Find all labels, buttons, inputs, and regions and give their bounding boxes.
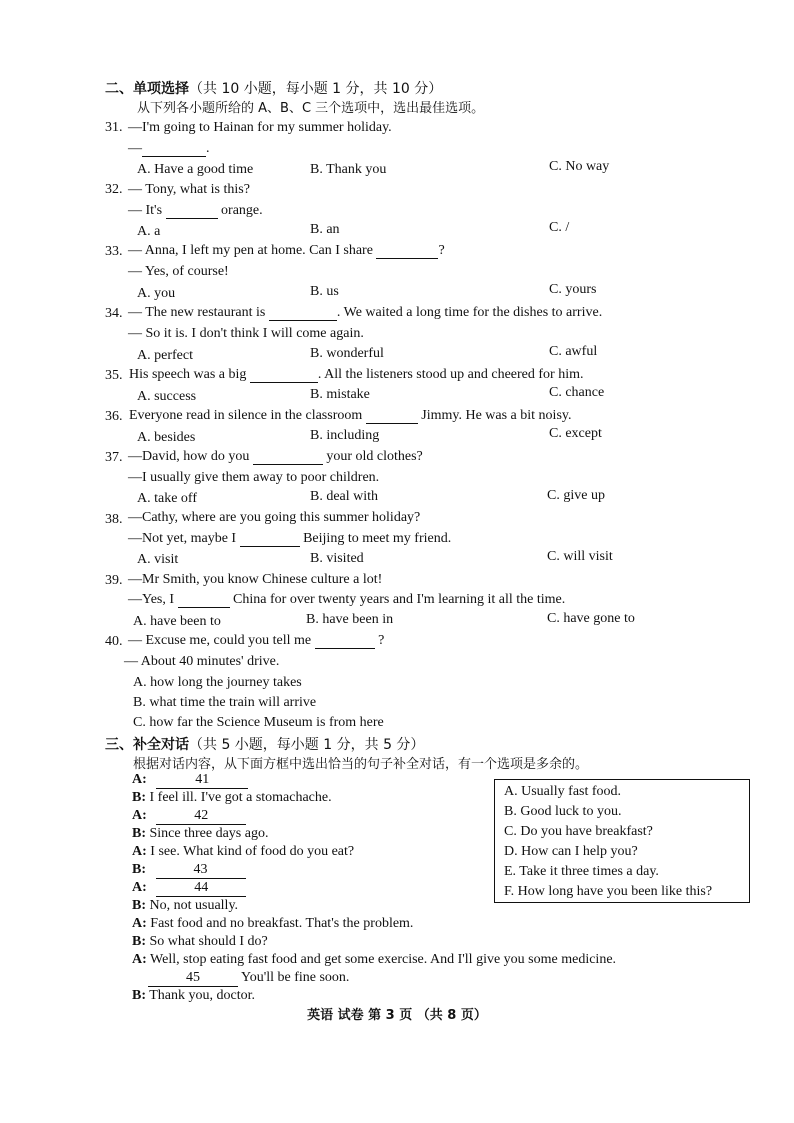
q37-line2: —I usually give them away to poor children. bbox=[128, 470, 380, 485]
speaker: B: bbox=[132, 934, 146, 949]
q38-line1: —Cathy, where are you going this summer holiday? bbox=[128, 510, 421, 525]
section2-scoring: （共 10 小题，每小题 1 分，共 10 分） bbox=[189, 81, 443, 97]
box-option-b: B. Good luck to you. bbox=[504, 804, 622, 819]
q33-option-b: B. us bbox=[310, 284, 339, 299]
q40-line2: — About 40 minutes' drive. bbox=[124, 654, 280, 669]
q31-line2: — . bbox=[128, 141, 210, 156]
box-option-c: C. Do you have breakfast? bbox=[504, 824, 653, 839]
q37-number: 37. bbox=[105, 450, 123, 465]
box-option-a: A. Usually fast food. bbox=[504, 784, 622, 799]
box-option-e: E. Take it three times a day. bbox=[504, 864, 659, 879]
q34-line1 bbox=[128, 305, 602, 321]
q32-number: 32. bbox=[105, 182, 123, 197]
q40-option-a: A. how long the journey takes bbox=[133, 675, 302, 690]
gap-42: 42 bbox=[156, 808, 246, 825]
dialog-line-4 bbox=[132, 826, 268, 842]
speaker: A: bbox=[132, 808, 147, 823]
q40-option-b: B. what time the train will arrive bbox=[133, 695, 317, 710]
q33-line1 bbox=[128, 243, 445, 259]
q34-line1-end: . We waited a long time for the dishes to arrive. bbox=[336, 305, 603, 320]
dialog-text: You'll be fine soon. bbox=[240, 970, 350, 985]
q32-blank bbox=[166, 204, 218, 219]
q38-line2-end: Beijing to meet my friend. bbox=[303, 531, 452, 546]
q31-number: 31. bbox=[105, 120, 123, 135]
q39-line1: —Mr Smith, you know Chinese culture a lot! bbox=[128, 572, 383, 587]
q39-number: 39. bbox=[105, 573, 123, 588]
q40-number: 40. bbox=[105, 634, 123, 649]
q35-blank bbox=[250, 368, 318, 383]
q34-option-a: A. perfect bbox=[137, 348, 193, 363]
q35-line1-start: His speech was a big bbox=[129, 367, 247, 382]
q33-option-c: C. yours bbox=[549, 282, 597, 297]
q35-line1-end: . All the listeners stood up and cheered for him. bbox=[317, 367, 584, 382]
q34-number: 34. bbox=[105, 306, 123, 321]
speaker: B: bbox=[132, 862, 146, 877]
q33-line1-start: — Anna, I left my pen at home. Can I share bbox=[128, 243, 373, 258]
section3-title bbox=[105, 734, 424, 754]
q38-option-c: C. will visit bbox=[547, 549, 613, 564]
dialog-text: I see. What kind of food do you eat? bbox=[150, 844, 355, 859]
q38-number: 38. bbox=[105, 512, 123, 527]
box-option-d: D. How can I help you? bbox=[504, 844, 638, 859]
q31-option-a: A. Have a good time bbox=[137, 162, 254, 177]
q40-line1-end: ? bbox=[378, 633, 385, 648]
dialog-text: So what should I do? bbox=[149, 934, 268, 949]
speaker: A: bbox=[132, 880, 147, 895]
section3-instruction: 根据对话内容，从下面方框中选出恰当的句子补全对话，有一个选项是多余的。 bbox=[133, 757, 589, 772]
gap-41: 41 bbox=[156, 772, 248, 789]
q39-option-a: A. have been to bbox=[133, 614, 221, 629]
dialog-text: Since three days ago. bbox=[149, 826, 269, 841]
dialog-line-9 bbox=[132, 916, 413, 932]
q32-option-b: B. an bbox=[310, 222, 340, 237]
q32-line1: — Tony, what is this? bbox=[128, 182, 250, 197]
gap-43: 43 bbox=[156, 862, 246, 879]
q40-line1 bbox=[128, 633, 384, 649]
dialog-line-5 bbox=[132, 844, 354, 860]
q31-blank bbox=[142, 142, 206, 157]
dialog-line-44 bbox=[132, 880, 246, 897]
q33-line2: — Yes, of course! bbox=[128, 264, 229, 279]
q32-option-c: C. / bbox=[549, 220, 570, 235]
section2-instruction: 从下列各小题所给的 A、B、C 三个选项中，选出最佳选项。 bbox=[137, 101, 485, 116]
q31-option-b: B. Thank you bbox=[310, 162, 387, 177]
q36-blank bbox=[366, 409, 418, 424]
q35-line1 bbox=[129, 367, 583, 383]
speaker: A: bbox=[132, 952, 147, 967]
q33-number: 33. bbox=[105, 244, 123, 259]
dialog-text: I feel ill. I've got a stomachache. bbox=[149, 790, 332, 805]
dialog-line-13 bbox=[132, 988, 255, 1004]
q35-option-c: C. chance bbox=[549, 385, 605, 400]
q38-option-b: B. visited bbox=[310, 551, 364, 566]
speaker: B: bbox=[132, 988, 146, 1003]
section3-scoring: （共 5 小题，每小题 1 分，共 5 分） bbox=[189, 737, 425, 753]
q33-line1-end: ? bbox=[438, 243, 445, 258]
q38-line2 bbox=[128, 531, 451, 547]
q39-option-b: B. have been in bbox=[306, 612, 394, 627]
speaker: B: bbox=[132, 898, 146, 913]
q37-line1-end: your old clothes? bbox=[326, 449, 423, 464]
q33-option-a: A. you bbox=[137, 286, 176, 301]
q33-blank bbox=[376, 244, 438, 259]
dialog-line-41 bbox=[132, 772, 248, 789]
section3-heading: 三、补全对话 bbox=[105, 737, 189, 753]
q36-option-b: B. including bbox=[310, 428, 380, 443]
q36-line1 bbox=[129, 408, 571, 424]
dialog-text: No, not usually. bbox=[149, 898, 239, 913]
dialog-text: Fast food and no breakfast. That's the problem. bbox=[150, 916, 414, 931]
q35-option-b: B. mistake bbox=[310, 387, 370, 402]
q31-dash: — bbox=[128, 141, 142, 156]
q36-line1-start: Everyone read in silence in the classroom bbox=[129, 408, 363, 423]
q37-option-c: C. give up bbox=[547, 488, 605, 503]
q34-line2: — So it is. I don't think I will come again. bbox=[128, 326, 364, 341]
q38-option-a: A. visit bbox=[137, 552, 179, 567]
q32-option-a: A. a bbox=[137, 224, 161, 239]
q39-line2-end: China for over twenty years and I'm learning it all the time. bbox=[233, 592, 566, 607]
q31-option-c: C. No way bbox=[549, 159, 610, 174]
dialog-line-11 bbox=[132, 952, 616, 968]
speaker: B: bbox=[132, 826, 146, 841]
speaker: A: bbox=[132, 916, 147, 931]
dialog-line-2 bbox=[132, 790, 332, 806]
dialog-line-8 bbox=[132, 898, 238, 914]
q39-line2 bbox=[128, 592, 565, 608]
q37-option-a: A. take off bbox=[137, 491, 197, 506]
q34-blank bbox=[269, 306, 337, 321]
q37-line1-start: —David, how do you bbox=[128, 449, 250, 464]
q31-line1: —I'm going to Hainan for my summer holiday. bbox=[128, 120, 392, 135]
dialog-text: Well, stop eating fast food and get some exercise. And I'll give you some medicine. bbox=[150, 952, 617, 967]
speaker: A: bbox=[132, 772, 147, 787]
q35-option-a: A. success bbox=[137, 389, 197, 404]
dialog-line-45 bbox=[148, 970, 349, 987]
q39-blank bbox=[178, 593, 230, 608]
q36-number: 36. bbox=[105, 409, 123, 424]
q39-line2-start: —Yes, I bbox=[128, 592, 175, 607]
dialog-line-43 bbox=[132, 862, 246, 879]
gap-44: 44 bbox=[156, 880, 246, 897]
q38-blank bbox=[240, 532, 300, 547]
q40-option-c: C. how far the Science Museum is from here bbox=[133, 715, 384, 730]
q34-line1-start: — The new restaurant is bbox=[128, 305, 266, 320]
q38-line2-start: —Not yet, maybe I bbox=[128, 531, 237, 546]
q34-option-b: B. wonderful bbox=[310, 346, 384, 361]
q32-line2-start: — It's bbox=[128, 203, 163, 218]
q36-line1-end: Jimmy. He was a bit noisy. bbox=[421, 408, 572, 423]
q32-line2 bbox=[128, 203, 263, 219]
dialog-text: Thank you, doctor. bbox=[149, 988, 256, 1003]
speaker: A: bbox=[132, 844, 147, 859]
dialog-line-42 bbox=[132, 808, 246, 825]
q36-option-c: C. except bbox=[549, 426, 602, 441]
speaker: B: bbox=[132, 790, 146, 805]
page-footer: 英语 试卷 第 3 页 （共 8 页） bbox=[307, 1008, 487, 1023]
section2-title bbox=[105, 78, 442, 98]
q40-blank bbox=[315, 634, 375, 649]
q37-blank bbox=[253, 450, 323, 465]
q39-option-c: C. have gone to bbox=[547, 611, 635, 626]
q36-option-a: A. besides bbox=[137, 430, 196, 445]
q40-line1-start: — Excuse me, could you tell me bbox=[128, 633, 312, 648]
q37-option-b: B. deal with bbox=[310, 489, 379, 504]
dialog-line-10 bbox=[132, 934, 268, 950]
section2-heading: 二、单项选择 bbox=[105, 81, 189, 97]
options-box bbox=[494, 779, 750, 903]
q37-line1 bbox=[128, 449, 423, 465]
box-option-f: F. How long have you been like this? bbox=[504, 884, 713, 899]
q35-number: 35. bbox=[105, 368, 123, 383]
q32-line2-end: orange. bbox=[221, 203, 263, 218]
q34-option-c: C. awful bbox=[549, 344, 598, 359]
gap-45: 45 bbox=[148, 970, 238, 987]
